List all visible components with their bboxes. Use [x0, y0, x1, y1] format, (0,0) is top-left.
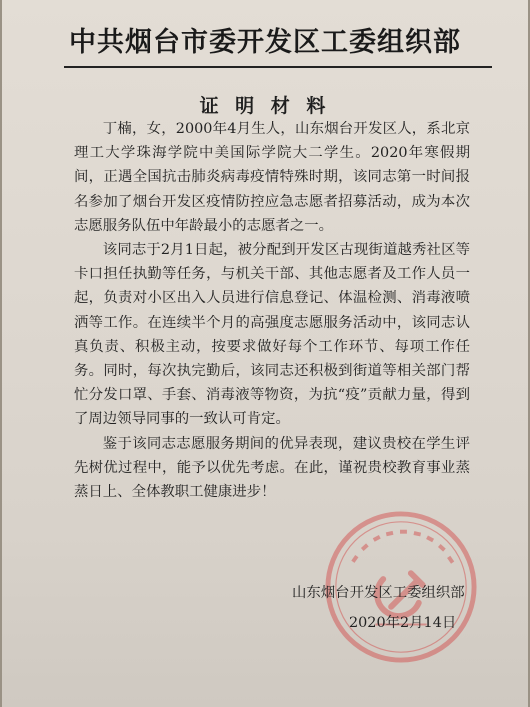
signature-organization: 山东烟台开发区工委组织部 — [292, 585, 465, 601]
document-page — [2, 0, 528, 707]
document-body — [74, 117, 470, 504]
letterhead-divider — [64, 66, 492, 68]
body-paragraph: 鉴于该同志志愿服务期间的优异表现，建议贵校在学生评先树优过程中，能予以优先考虑。在此，谨祝贵校教育事业蒸蒸日上、全体教职工健康进步！ — [74, 435, 470, 501]
body-paragraph: 该同志于2月1日起，被分配到开发区古现街道越秀社区等卡口担任执勤等任务，与机关干部、其他志愿者及工作人员一起，负责对小区出入人员进行信息登记、体温检测、消毒液喷洒等工作。在连续半个月的高强度志愿服务活动中，该同志认真负责、积极主动，按要求做好每个工作环节、每项工作任务。同时，每次执完勤后，该同志还积极到街道等相关部门帮忙分发口罩、手套、消毒液等物资，为抗“疫”贡献力量，得到了周边领导同事的一致认可肯定。 — [74, 242, 470, 428]
body-paragraph: 丁楠，女，2000年4月生人，山东烟台开发区人，系北京理工大学珠海学院中美国际学院大二学生。2020年寒假期间，正遇全国抗击肺炎病毒疫情特殊时期，该同志第一时间报名参加了烟台开发区疫情防控应急志愿者招募活动，成为本次志愿服务队伍中年龄最小的志愿者之一。 — [74, 121, 470, 234]
document-title: 证 明 材 料 — [199, 95, 331, 117]
letterhead-title: 中共烟台市委开发区工委组织部 — [69, 27, 461, 58]
signature-date: 2020年2月14日 — [349, 615, 457, 631]
